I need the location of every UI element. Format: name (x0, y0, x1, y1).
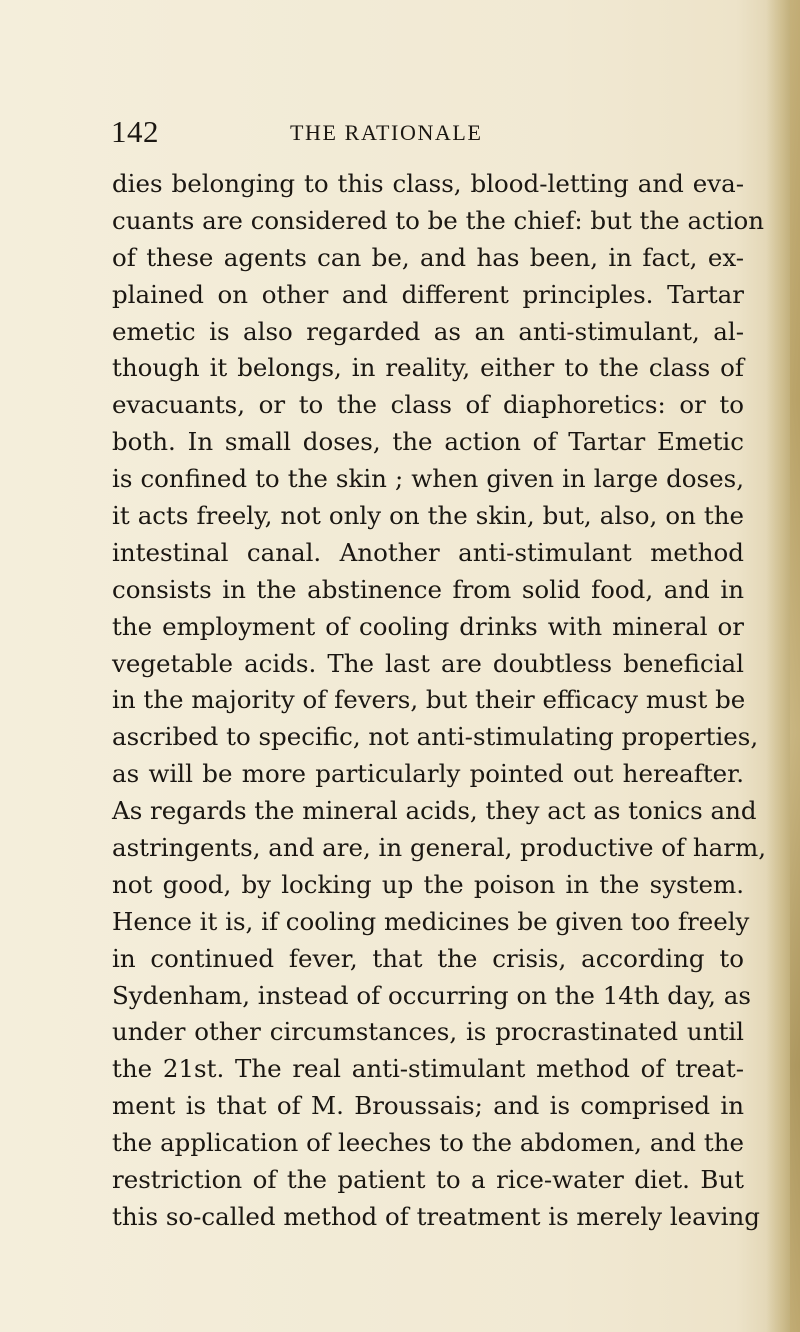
text-line: emetic is also regarded as an anti-stimulant, al- (112, 316, 744, 346)
text-line: evacuants, or to the class of diaphoretics: or to (112, 390, 744, 420)
text-line: of these agents can be, and has been, in fact, ex- (112, 242, 744, 272)
text-line: this so-called method of treatment is merely leaving (112, 1201, 760, 1231)
text-line: vegetable acids. The last are doubtless beneficial (112, 648, 744, 678)
text-line: the employment of cooling drinks with mineral or (112, 611, 744, 641)
text-line: not good, by locking up the poison in the system. (112, 869, 744, 899)
text-line: consists in the abstinence from solid food, and in (112, 574, 744, 604)
text-line: astringents, and are, in general, productive of harm, (112, 833, 767, 863)
text-line: restriction of the patient to a rice-water diet. But (112, 1165, 744, 1195)
text-line: both. In small doses, the action of Tartar Emetic (112, 427, 744, 457)
text-line: Sydenham, instead of occurring on the 14th day, as (112, 980, 751, 1010)
text-line: dies belonging to this class, blood-letting and eva- (112, 169, 744, 198)
text-line: is confined to the skin ; when given in large doses, (112, 464, 744, 494)
running-head: THE RATIONALE (290, 120, 483, 145)
page-edge-stain (790, 0, 800, 1332)
text-line: ment is that of M. Broussais; and is comprised in (112, 1091, 744, 1121)
text-line: as will be more particularly pointed out hereafter. (112, 759, 744, 789)
text-line: in continued fever, that the crisis, according to (112, 943, 744, 973)
text-line: in the majority of fevers, but their efficacy must be (112, 685, 746, 715)
text-line: though it belongs, in reality, either to the class of (112, 353, 744, 383)
text-line: ascribed to specific, not anti-stimulating properties, (112, 722, 759, 752)
text-line: under other circumstances, is procrastinated until (112, 1017, 744, 1047)
text-line: plained on other and different principles. Tartar (112, 279, 744, 309)
text-line: cuants are considered to be the chief: but the action (112, 205, 764, 235)
body-paragraph (112, 166, 767, 1236)
text-line: the 21st. The real anti-stimulant method of treat- (112, 1054, 744, 1084)
text-line: it acts freely, not only on the skin, but, also, on the (112, 501, 744, 531)
text-line: As regards the mineral acids, they act as tonics and (112, 796, 757, 826)
text-line: intestinal canal. Another anti-stimulant method (112, 537, 744, 567)
text-line: Hence it is, if cooling medicines be given too freely (112, 906, 750, 936)
page-number: 142 (111, 114, 159, 149)
text-line: the application of leeches to the abdomen, and the (112, 1128, 744, 1158)
page-header (0, 112, 800, 152)
